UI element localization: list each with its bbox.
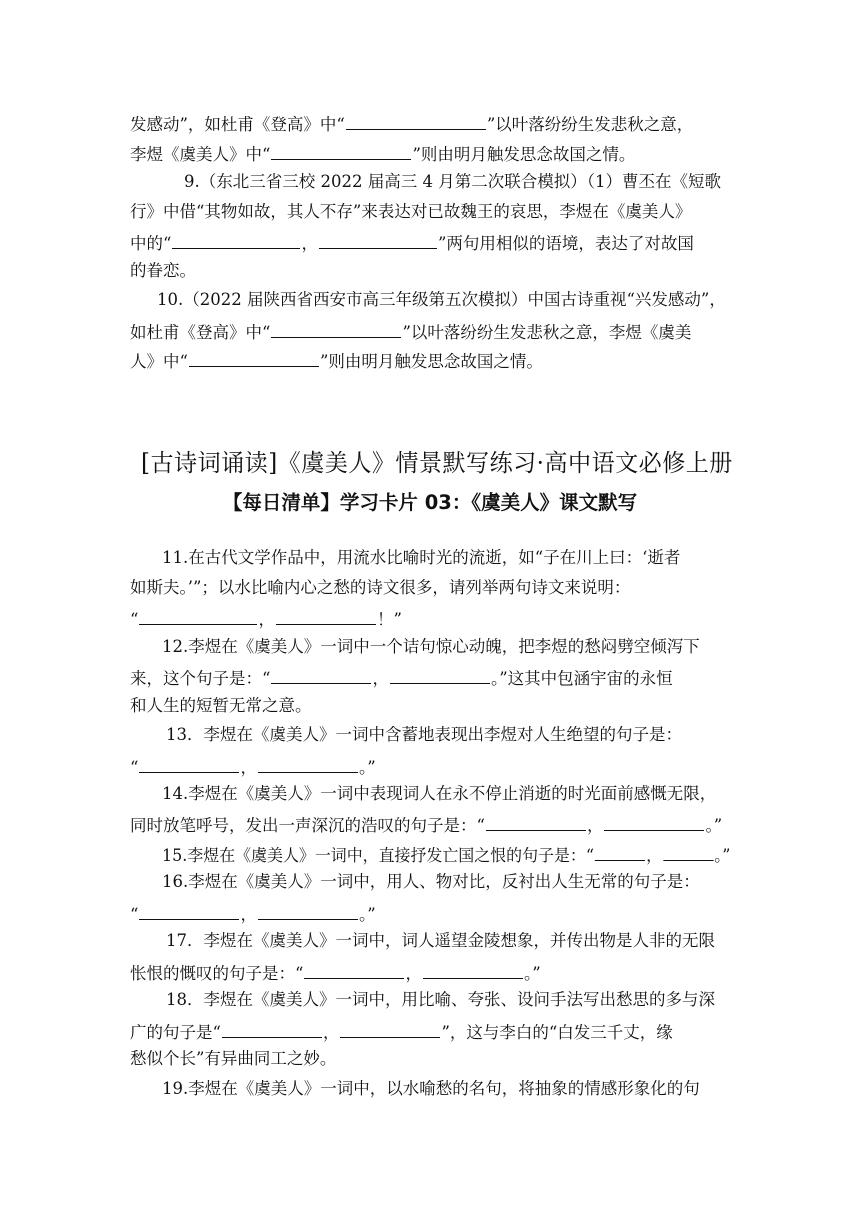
text-line xyxy=(130,114,693,134)
text-line xyxy=(130,233,694,253)
text-segment: “ xyxy=(130,610,139,629)
text-segment: 的眷恋。 xyxy=(130,261,196,280)
text-segment: 。” xyxy=(705,816,723,835)
text-segment: ， xyxy=(258,610,275,629)
answer-blank[interactable] xyxy=(304,963,404,979)
text-line xyxy=(130,815,722,835)
text-segment: ， xyxy=(322,1023,340,1042)
answer-blank[interactable] xyxy=(222,1022,322,1038)
text-line xyxy=(162,1081,700,1098)
text-line xyxy=(130,1051,336,1068)
text-segment: 9.（东北三省三校 2022 届高三 4 月第二次联合模拟）（1）曹丕在《短歌 xyxy=(184,172,721,191)
answer-blank[interactable] xyxy=(423,963,523,979)
answer-blank[interactable] xyxy=(340,1022,440,1038)
answer-blank[interactable] xyxy=(595,845,645,861)
text-segment: 。”这其中包涵宇宙的永恒 xyxy=(490,669,673,688)
section-title: [古诗词诵读]《虞美人》情景默写练习·高中语文必修上册 xyxy=(141,449,733,477)
text-segment: 14.李煜在《虞美人》一词中表现词人在永不停止消逝的时光面前感慨无限， xyxy=(162,784,717,803)
text-line xyxy=(166,727,682,744)
text-segment: 12.李煜在《虞美人》一词中一个诘句惊心动魄，把李煜的愁闷劈空倾泻下 xyxy=(162,637,700,656)
text-segment: ， xyxy=(240,905,257,924)
text-segment: ， xyxy=(372,669,389,688)
text-segment: 。” xyxy=(714,846,731,865)
text-segment: 11.在古代文学作品中，用流水比喻时光的流逝，如“子在川上曰：‘逝者 xyxy=(162,548,681,567)
text-line xyxy=(162,550,680,567)
answer-blank[interactable] xyxy=(258,904,358,920)
text-line xyxy=(162,845,730,865)
text-line xyxy=(162,874,700,891)
text-segment: ”以叶落纷纷生发悲秋之意， xyxy=(486,115,694,134)
text-segment: ”以叶落纷纷生发悲秋之意，李煜《虞美 xyxy=(402,323,692,342)
answer-blank[interactable] xyxy=(172,233,300,249)
text-segment: 19.李煜在《虞美人》一词中，以水喻愁的名句，将抽象的情感形象化的句 xyxy=(162,1079,700,1098)
answer-blank[interactable] xyxy=(486,815,586,831)
answer-blank[interactable] xyxy=(604,815,704,831)
answer-blank[interactable] xyxy=(271,322,401,338)
text-line xyxy=(166,933,715,950)
text-line xyxy=(130,144,635,164)
answer-blank[interactable] xyxy=(663,845,713,861)
text-segment: 同时放笔呼号，发出一声深沉的浩叹的句子是：“ xyxy=(130,816,485,835)
text-segment: 10.（2022 届陕西省西安市高三年级第五次模拟）中国古诗重视“兴发感动”， xyxy=(157,290,726,309)
text-line xyxy=(157,292,726,309)
text-line xyxy=(162,786,716,803)
text-line xyxy=(166,992,715,1009)
text-segment: 人》中“ xyxy=(130,352,188,371)
text-segment: ， xyxy=(301,234,318,253)
text-segment: ”则由明月触发思念故国之情。 xyxy=(319,352,543,371)
answer-blank[interactable] xyxy=(139,757,239,773)
text-segment: ， xyxy=(586,816,604,835)
text-segment: ”两句用相似的语境，表达了对故国 xyxy=(437,234,694,253)
text-line xyxy=(130,698,312,715)
text-segment: 如杜甫《登高》中“ xyxy=(130,323,271,342)
text-line xyxy=(184,174,721,191)
text-segment: 中的“ xyxy=(130,234,172,253)
text-segment: ”，这与李白的“白发三千丈，缘 xyxy=(441,1023,673,1042)
answer-blank[interactable] xyxy=(139,904,239,920)
text-segment: 16.李煜在《虞美人》一词中，用人、物对比，反衬出人生无常的句子是： xyxy=(162,872,700,891)
text-segment: 愁似个长”有异曲同工之妙。 xyxy=(130,1049,337,1068)
text-line xyxy=(130,263,196,280)
text-segment: 广的句子是“ xyxy=(130,1023,221,1042)
text-line xyxy=(130,904,376,924)
text-segment: “ xyxy=(130,758,139,777)
text-line xyxy=(130,609,402,629)
text-segment: 行》中借“其物如故，其人不存”来表达对已故魏王的哀思，李煜在《虞美人》 xyxy=(130,202,692,221)
text-segment: 发感动”，如杜甫《登高》中“ xyxy=(130,115,345,134)
text-segment: ， xyxy=(240,758,257,777)
text-line xyxy=(162,639,700,656)
text-segment: “ xyxy=(130,905,139,924)
answer-blank[interactable] xyxy=(258,757,358,773)
text-segment: 。” xyxy=(523,964,541,983)
text-line xyxy=(130,668,673,688)
text-line xyxy=(130,322,691,342)
answer-blank[interactable] xyxy=(346,114,486,130)
text-segment: 怅恨的慨叹的句子是：“ xyxy=(130,964,304,983)
answer-blank[interactable] xyxy=(189,351,319,367)
text-segment: 。” xyxy=(358,758,376,777)
text-line xyxy=(130,351,543,371)
text-line xyxy=(130,204,691,221)
text-segment: ， xyxy=(646,846,663,865)
text-segment: ”则由明月触发思念故国之情。 xyxy=(412,145,636,164)
answer-blank[interactable] xyxy=(319,233,437,249)
answer-blank[interactable] xyxy=(271,144,411,160)
text-segment: 15.李煜在《虞美人》一词中，直接抒发亡国之恨的句子是：“ xyxy=(162,846,594,865)
text-segment: ！” xyxy=(376,610,402,629)
text-line xyxy=(130,757,376,777)
answer-blank[interactable] xyxy=(271,668,371,684)
text-segment: 来，这个句子是：“ xyxy=(130,669,271,688)
answer-blank[interactable] xyxy=(390,668,490,684)
text-segment: 13．李煜在《虞美人》一词中含蓄地表现出李煜对人生绝望的句子是： xyxy=(166,725,682,744)
text-line xyxy=(130,1022,673,1042)
answer-blank[interactable] xyxy=(139,609,257,625)
text-line xyxy=(130,963,541,983)
text-segment: 李煜《虞美人》中“ xyxy=(130,145,271,164)
section-subtitle: 【每日清单】学习卡片 03：《虞美人》课文默写 xyxy=(222,491,638,514)
text-segment: 。” xyxy=(358,905,376,924)
text-segment: 17．李煜在《虞美人》一词中，词人遥望金陵想象，并传出物是人非的无限 xyxy=(166,931,715,950)
text-line xyxy=(130,580,630,597)
text-segment: 和人生的短暂无常之意。 xyxy=(130,696,312,715)
answer-blank[interactable] xyxy=(276,609,376,625)
text-segment: 如斯夫。’”；以水比喻内心之愁的诗文很多，请列举两句诗文来说明： xyxy=(130,578,631,597)
text-segment: ， xyxy=(405,964,422,983)
text-segment: 18．李煜在《虞美人》一词中，用比喻、夸张、设问手法写出愁思的多与深 xyxy=(166,990,715,1009)
